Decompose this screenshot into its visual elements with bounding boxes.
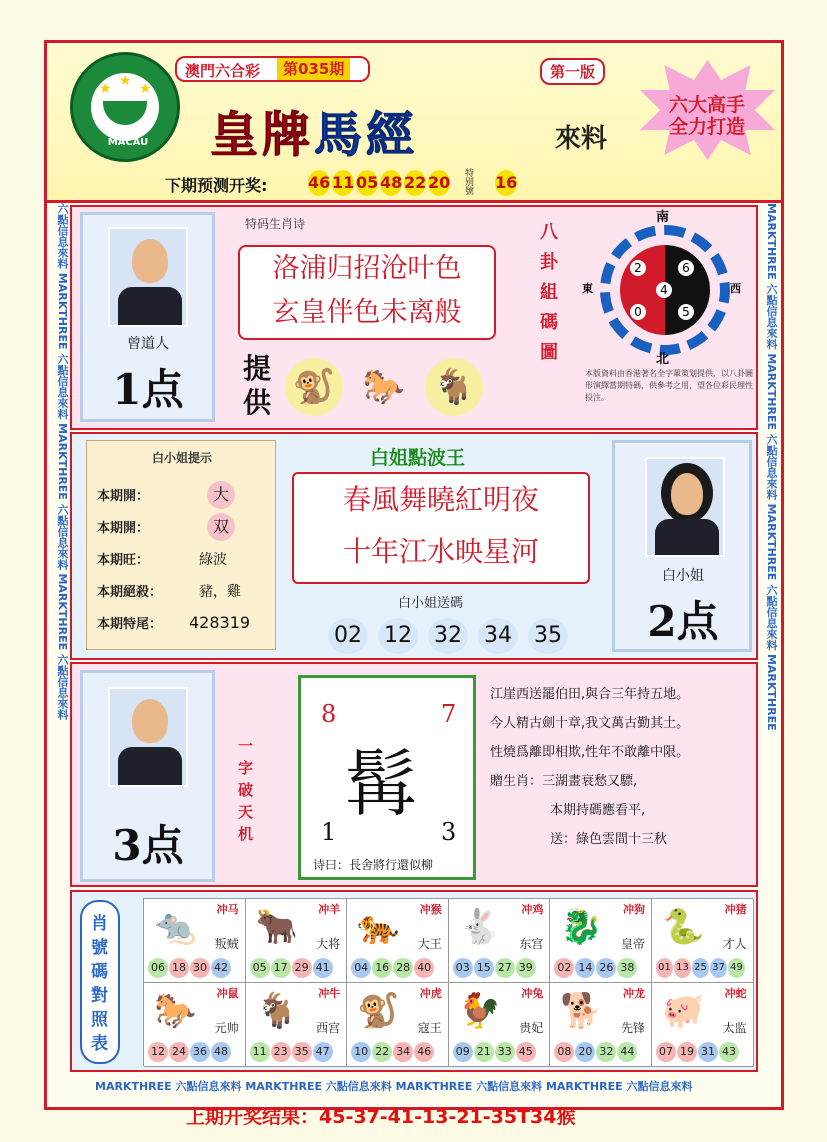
riddle-character: 髯	[345, 742, 418, 826]
zodiac-number: 13	[674, 958, 691, 978]
poem-line-2: 十年江水映星河	[342, 535, 539, 568]
corner-number: 1	[321, 818, 337, 846]
zodiac-number: 29	[292, 958, 312, 978]
predict-number: 46	[308, 170, 330, 196]
tip-label: 本期絕殺：	[97, 585, 163, 600]
portrait-photo-1	[108, 227, 188, 327]
one-word-label: 一字破天机	[238, 737, 254, 843]
issue-banner	[175, 56, 370, 82]
corner-number: 3	[441, 818, 457, 846]
zodiac-name: 先锋	[620, 1021, 645, 1035]
zodiac-number: 24	[169, 1042, 189, 1062]
bottom-strip: MARKTHREE 六點信息來料 MARKTHREE 六點信息來料 MARKTHREE 六點信息來料 MARKTHREE 六點信息來料	[95, 1080, 693, 1093]
poem-line-2: 玄皇伴色未离般	[272, 297, 462, 328]
predict-numbers	[308, 170, 452, 196]
zodiac-cell	[550, 899, 652, 983]
bagua-diagram	[582, 210, 741, 367]
poem-line-1: 春風舞曉紅明夜	[342, 483, 539, 516]
send-number: 35	[528, 618, 568, 654]
tip-row	[97, 513, 272, 541]
zodiac-name: 元帅	[214, 1021, 239, 1035]
bagua-note: 本版資料由香港著名全字輩策划提供，以八卦圖形演繹當期特碼，供參考之用，望各位彩民理性投注。	[585, 369, 753, 402]
emblem-text: MACAU	[107, 137, 149, 148]
zodiac-cell	[246, 899, 348, 983]
suit	[118, 747, 182, 785]
suit	[118, 287, 182, 325]
section1-poem	[238, 245, 496, 340]
portrait-points-2: 2点	[647, 597, 719, 646]
zodiac-number: 22	[372, 1042, 392, 1062]
portrait-name-2: 白小姐	[662, 568, 704, 584]
poem-line-1: 洛浦归招沧叶色	[272, 253, 462, 284]
tips-panel	[86, 440, 276, 650]
zodiac-number: 33	[495, 1042, 515, 1062]
predict-number: 48	[380, 170, 402, 196]
corner-number: 8	[321, 700, 337, 728]
predict-row	[165, 170, 565, 198]
poem-line: 贈生肖：三湖畫衰愁又驃,	[490, 774, 638, 789]
zodiac-number: 11	[250, 1042, 270, 1062]
portrait-photo-2	[645, 457, 725, 557]
zodiac-number: 48	[211, 1042, 231, 1062]
zodiac-chong: 冲猪	[724, 903, 747, 916]
star-icon: ★	[99, 81, 112, 97]
zodiac-cell	[550, 983, 652, 1067]
zodiac-name: 叛贼	[214, 937, 239, 951]
portrait-card-3	[80, 670, 215, 882]
zodiac-number: 36	[190, 1042, 210, 1062]
face	[132, 699, 168, 743]
send-number: 12	[378, 618, 418, 654]
predict-number: 22	[404, 170, 426, 196]
zodiac-chong: 冲狗	[622, 903, 645, 916]
zodiac-name: 大将	[316, 937, 341, 951]
zodiac-number: 26	[596, 958, 616, 978]
zodiac-cell	[347, 983, 449, 1067]
predict-number: 05	[356, 170, 378, 196]
zodiac-cell	[246, 983, 348, 1067]
zodiac-grid	[143, 898, 753, 1066]
zodiac-number: 42	[211, 958, 231, 978]
zodiac-name: 寇王	[417, 1021, 442, 1035]
edition-tag: 第一版	[540, 58, 605, 85]
zodiac-number: 32	[596, 1042, 616, 1062]
zodiac-cell	[652, 899, 754, 983]
riddle-caption: 诗曰：長舍將行還似柳	[313, 858, 434, 872]
zodiac-number: 41	[313, 958, 333, 978]
zodiac-animal-icon: 🐅	[357, 907, 400, 947]
zodiac-name: 东宫	[519, 937, 544, 951]
tip-value: 豬，雞	[199, 584, 241, 600]
section2-title: 白姐點波王	[370, 447, 466, 469]
result-value: 45-37-41-13-21-35T34猴	[319, 1106, 576, 1128]
zodiac-number: 45	[516, 1042, 536, 1062]
zodiac-number: 27	[495, 958, 515, 978]
send-number: 32	[428, 618, 468, 654]
zodiac-chong: 冲兔	[521, 987, 544, 1000]
zodiac-animal-icon: 🐍	[662, 907, 705, 947]
zodiac-number: 46	[414, 1042, 434, 1062]
zodiac-number: 06	[148, 958, 168, 978]
predict-number: 20	[428, 170, 450, 196]
bagua-num: 0	[630, 304, 646, 320]
zodiac-numbers	[656, 1040, 740, 1062]
zodiac-number: 03	[453, 958, 473, 978]
send-numbers	[328, 618, 578, 654]
zodiac-number: 39	[516, 958, 536, 978]
zodiac-number: 17	[271, 958, 291, 978]
zodiac-number: 09	[453, 1042, 473, 1062]
zodiac-cell	[449, 983, 551, 1067]
zodiac-name: 大王	[417, 937, 442, 951]
zodiac-chong: 冲蛇	[724, 987, 747, 1000]
zodiac-number: 28	[393, 958, 413, 978]
emblem-inner	[91, 73, 159, 141]
zodiac-side-title-box	[80, 900, 120, 1064]
zodiac-cell	[449, 899, 551, 983]
special-number: 16	[495, 170, 517, 196]
zodiac-number: 25	[692, 958, 709, 978]
zodiac-number: 37	[710, 958, 727, 978]
zodiac-animal-icon: 🐖	[662, 991, 705, 1031]
title-part-blue: 馬經	[314, 107, 419, 163]
promo-line-1: 六大高手	[668, 94, 745, 116]
lottery-tag: 澳門六合彩	[185, 62, 261, 80]
zodiac-numbers	[250, 956, 334, 978]
zodiac-number: 38	[617, 958, 637, 978]
zodiac-numbers	[148, 956, 232, 978]
zodiac-number: 31	[698, 1042, 718, 1062]
corner-number: 7	[441, 700, 457, 728]
zodiac-number: 12	[148, 1042, 168, 1062]
predict-label: 下期预测开奖:	[165, 176, 268, 195]
zodiac-number: 21	[474, 1042, 494, 1062]
zodiac-chong: 冲鼠	[216, 987, 239, 1000]
zodiac-chong: 冲马	[216, 903, 239, 916]
left-side-strip: 六點信息來料 MARKTHREE 六點信息來料 MARKTHREE 六點信息來料 MARKTHREE 六點信息來料	[56, 203, 69, 720]
zodiac-number: 49	[728, 958, 745, 978]
section2-poem	[292, 472, 590, 584]
tip-row	[97, 609, 272, 637]
portrait-photo-3	[108, 687, 188, 787]
tip-value: 双	[207, 513, 235, 541]
right-side-strip: MARKTHREE 六點信息來料 MARKTHREE 六點信息來料 MARKTHREE 六點信息來料 MARKTHREE	[765, 203, 778, 731]
issue-tag: 第035期	[277, 58, 350, 80]
zodiac-number: 30	[190, 958, 210, 978]
monkey-icon: 🐒	[285, 358, 343, 416]
zodiac-number: 35	[292, 1042, 312, 1062]
zodiac-number: 20	[575, 1042, 595, 1062]
zodiac-animal-icon: 🐒	[357, 991, 400, 1031]
zodiac-number: 10	[351, 1042, 371, 1062]
zodiac-number: 47	[313, 1042, 333, 1062]
result-label: 上期开奖结果：	[186, 1106, 320, 1128]
tips-title: 白小姐提示	[151, 451, 212, 465]
lotus-icon	[103, 101, 147, 125]
zodiac-number: 02	[554, 958, 574, 978]
poem-line: 本期持碼應看平,	[550, 803, 646, 818]
zodiac-numbers	[554, 956, 638, 978]
portrait-card-1	[80, 212, 215, 422]
tip-row	[97, 545, 272, 573]
zodiac-animal-icon: 🐉	[560, 907, 603, 947]
zodiac-chong: 冲虎	[419, 987, 442, 1000]
star-icon: ★	[139, 81, 152, 97]
zodiac-name: 皇帝	[620, 937, 645, 951]
zodiac-numbers	[656, 955, 746, 978]
tip-row	[97, 577, 272, 605]
zodiac-numbers	[148, 1040, 232, 1062]
zodiac-numbers	[250, 1040, 334, 1062]
zodiac-cell	[652, 983, 754, 1067]
zodiac-number: 18	[169, 958, 189, 978]
zodiac-animal-icon: 🐀	[154, 907, 197, 947]
zodiac-number: 05	[250, 958, 270, 978]
star-icon: ★	[119, 73, 132, 89]
special-label: 特别號	[465, 169, 475, 197]
zodiac-side-title: 肖號碼對照表	[91, 914, 108, 1054]
poem-line: 送：綠色雲間十三秋	[550, 832, 668, 847]
zodiac-animal-icon: 🐓	[458, 991, 502, 1031]
last-result	[186, 1102, 576, 1129]
zodiac-animal-icon: 🐂	[255, 907, 298, 947]
zodiac-number: 34	[393, 1042, 413, 1062]
bagua-title: 八卦組碼圖	[540, 222, 558, 363]
zodiac-animal-icon: 🐎	[154, 991, 197, 1031]
zodiac-number: 14	[575, 958, 595, 978]
page-title	[210, 96, 418, 165]
zodiac-numbers	[453, 1040, 537, 1062]
tip-label: 本期旺：	[97, 553, 150, 568]
zodiac-number: 40	[414, 958, 434, 978]
zodiac-numbers	[351, 956, 435, 978]
zodiac-numbers	[351, 1040, 435, 1062]
zodiac-chong: 冲龙	[622, 987, 645, 1000]
goat-icon: 🐐	[425, 358, 483, 416]
face	[132, 239, 168, 283]
bagua-dir-n: 南	[656, 210, 670, 225]
zodiac-numbers	[453, 956, 537, 978]
face	[671, 473, 703, 515]
zodiac-number: 16	[372, 958, 392, 978]
zodiac-number: 08	[554, 1042, 574, 1062]
zodiac-number: 07	[656, 1042, 676, 1062]
zodiac-number: 01	[656, 958, 673, 978]
zodiac-cell	[347, 899, 449, 983]
portrait-points-3: 3点	[112, 821, 184, 870]
poem-line: 江崖西送罷伯田,與合三年持五地。	[490, 687, 690, 702]
portrait-card-2	[612, 440, 752, 652]
predict-number: 11	[332, 170, 354, 196]
bagua-dir-e: 西	[730, 282, 741, 295]
tip-value: 大	[207, 481, 235, 509]
zodiac-number: 04	[351, 958, 371, 978]
title-suffix: 來料	[555, 124, 608, 154]
send-number: 34	[478, 618, 518, 654]
zodiac-chong: 冲猴	[419, 903, 442, 916]
provide-label: 提供	[243, 352, 272, 419]
promo-text	[652, 94, 762, 138]
tip-label: 本期開：	[97, 521, 150, 536]
zodiac-number: 19	[677, 1042, 697, 1062]
bagua-dir-w: 東	[582, 282, 593, 295]
suit	[655, 519, 719, 555]
zodiac-cell	[144, 899, 246, 983]
bagua-dir-s: 北	[656, 352, 670, 367]
poem-line: 性燒爲離即相欺,性年不敢離中限。	[490, 745, 690, 760]
zodiac-name: 西宫	[316, 1021, 341, 1035]
tip-row	[97, 481, 272, 509]
zodiac-number: 44	[617, 1042, 637, 1062]
zodiac-animal-icon: 🐐	[255, 991, 298, 1031]
tip-label: 本期開：	[97, 489, 150, 504]
zodiac-number: 15	[474, 958, 494, 978]
zodiac-name: 太监	[722, 1021, 747, 1035]
zodiac-number: 23	[271, 1042, 291, 1062]
zodiac-animal-icon: 🐕	[560, 991, 603, 1031]
zodiac-name: 才人	[722, 937, 747, 951]
send-number: 02	[328, 618, 368, 654]
zodiac-chong: 冲牛	[318, 987, 341, 1000]
bagua-num: 2	[630, 260, 646, 276]
section3-poem	[490, 680, 752, 854]
send-label: 白小姐送碼	[398, 596, 464, 611]
bagua-num: 6	[678, 260, 694, 276]
zodiac-animal-icon: 🐇	[458, 907, 502, 947]
tip-label: 本期特尾：	[97, 617, 163, 632]
title-part-red: 皇牌	[210, 107, 315, 163]
portrait-points-1: 1点	[112, 365, 184, 414]
tip-value: 綠波	[199, 552, 227, 568]
tip-value: 428319	[189, 613, 251, 632]
zodiac-chong: 冲羊	[318, 903, 341, 916]
section1-subtitle: 特码生肖诗	[245, 217, 306, 231]
zodiac-name: 贵妃	[519, 1021, 544, 1035]
poem-line: 今人精古劍十章,我文萬古勤其土。	[490, 716, 690, 731]
riddle-box	[298, 675, 476, 880]
horse-icon: 🐎	[362, 367, 406, 407]
promo-line-2: 全力打造	[668, 116, 745, 138]
zodiac-chong: 冲鸡	[521, 903, 544, 916]
bagua-num: 5	[678, 304, 694, 320]
bagua-num: 4	[656, 282, 672, 298]
zodiac-number: 43	[719, 1042, 739, 1062]
zodiac-cell	[144, 983, 246, 1067]
macau-emblem	[70, 52, 180, 162]
portrait-name-1: 曾道人	[127, 336, 169, 352]
zodiac-numbers	[554, 1040, 638, 1062]
